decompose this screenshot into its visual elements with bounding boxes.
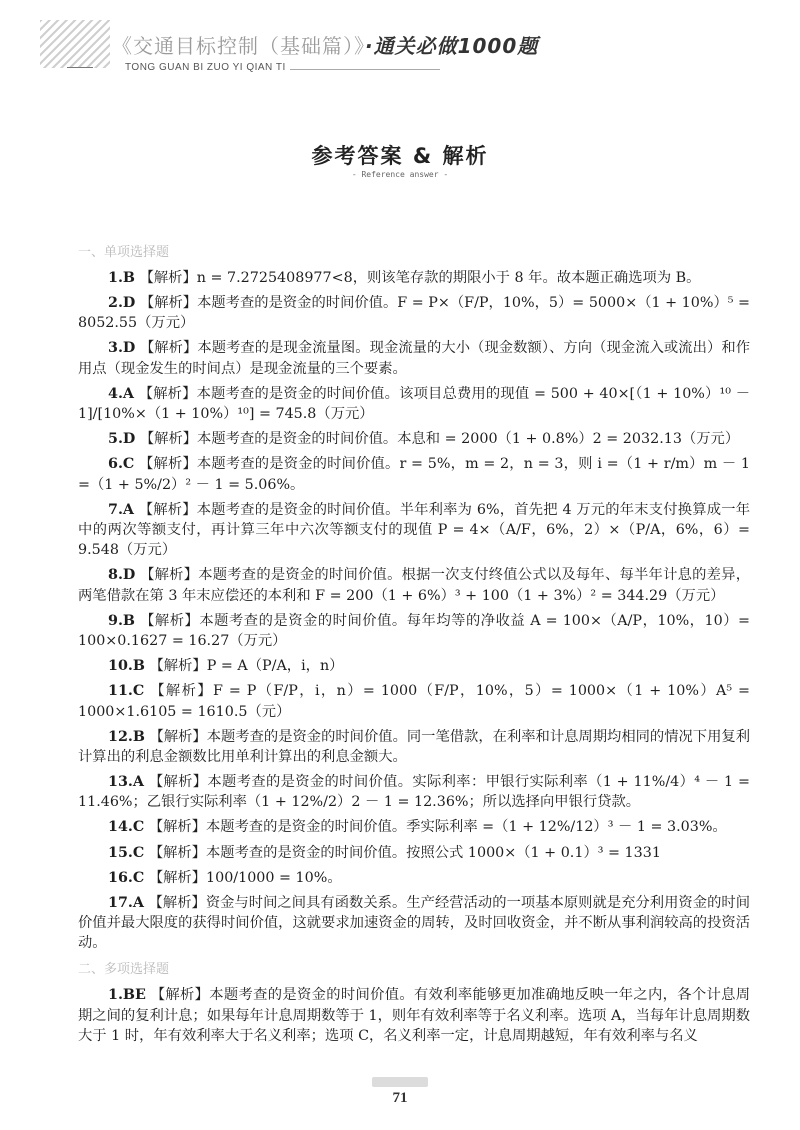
answer-label: 1.BE xyxy=(108,987,146,1004)
answer-label: 11.C xyxy=(108,683,145,700)
answer-label: 6.C xyxy=(108,456,135,473)
answer-item xyxy=(78,817,750,837)
answer-item xyxy=(78,454,750,495)
answer-text: 【解析】本题考查的是资金的时间价值。半年利率为 6%，首先把 4 万元的年末支付换算成一年中的两次等额支付，再计算三年中六次等额支付的现值 P = 4×（A/F，6%，2）×（P/A，6%，6）= 9.548（万元） xyxy=(78,501,750,559)
single-choice-list xyxy=(78,268,750,954)
answer-text: 【解析】本题考查的是资金的时间价值。有效利率能够更加准确地反映一年之内，各个计息周期之间的复利计息；如果每年计息周期数等于 1，则年有效利率等于名义利率。选项 A，当每年计息周期数大于 1 时，年有效利率大于名义利率；选项 C，名义利率一定，计息周期越短，年有效利率与名义 xyxy=(78,987,750,1045)
page-number: 71 xyxy=(392,1090,408,1106)
book-pinyin: TONG GUAN BI ZUO YI QIAN TI xyxy=(95,62,286,73)
answer-text: 【解析】本题考查的是资金的时间价值。本息和 = 2000（1 + 0.8%）2 = 2032.13（万元） xyxy=(139,431,740,448)
answer-text: 【解析】本题考查的是资金的时间价值。该项目总费用的现值 = 500 + 40×[（1 + 10%）¹⁰ － 1]/[10%×（1 + 10%）¹⁰] = 745.8（万元） xyxy=(78,385,750,423)
answer-text: 【解析】100/1000 = 10%。 xyxy=(148,869,342,886)
multiple-choice-list xyxy=(78,985,750,1046)
answer-text: 【解析】本题考查的是资金的时间价值。按照公式 1000×（1 + 0.1）³ = 1331 xyxy=(148,844,661,861)
answer-label: 9.B xyxy=(108,612,136,629)
page-title: 参考答案 & 解析 xyxy=(311,144,489,168)
section-heading-multiple: 二、多项选择题 xyxy=(78,962,170,978)
answer-label: 12.B xyxy=(108,728,145,745)
answer-label: 4.A xyxy=(108,385,135,402)
answer-label: 14.C xyxy=(108,819,145,836)
answer-label: 10.B xyxy=(108,658,145,675)
answer-label: 1.B xyxy=(108,270,136,286)
answer-label: 3.D xyxy=(108,340,136,357)
answer-item xyxy=(78,338,750,379)
answer-item xyxy=(78,656,750,676)
answer-text: 【解析】F = P（F/P，i，n）= 1000（F/P，10%，5）= 1000×（1 + 10%）A⁵ = 1000×1.6105 = 1610.5（元） xyxy=(78,683,751,720)
answer-text: 【解析】本题考查的是资金的时间价值。季实际利率 =（1 + 12%/12）³ － 1 = 3.03%。 xyxy=(148,819,727,836)
answer-item xyxy=(78,268,750,288)
answer-item xyxy=(78,565,750,606)
answer-item xyxy=(78,868,750,888)
header-decoration xyxy=(40,20,110,68)
answer-label: 8.D xyxy=(108,567,136,584)
answer-label: 17.A xyxy=(108,894,144,911)
book-title-main: 《交通目标控制（基础篇）》 xyxy=(112,34,365,58)
answer-item xyxy=(78,985,750,1046)
answer-item xyxy=(78,500,750,561)
answer-label: 15.C xyxy=(108,844,145,861)
answer-text: 【解析】P = A（P/A，i，n） xyxy=(149,658,344,675)
answer-text: 【解析】本题考查的是资金的时间价值。每年均等的净收益 A = 100×（A/P，10%，10）= 100×0.1627 = 16.27（万元） xyxy=(78,612,750,650)
answer-text: 【解析】本题考查的是资金的时间价值。实际利率：甲银行实际利率（1 + 11%/4）⁴ － 1 = 11.46%；乙银行实际利率（1 + 12%/2）2 － 1 = 12.36%；所以选择向甲银行贷款。 xyxy=(78,774,750,811)
answer-text: 【解析】资金与时间之间具有函数关系。生产经营活动的一项基本原则就是充分利用资金的时间价值并最大限度的获得时间价值，这就要求加速资金的周转，及时回收资金，并不断从事利润较高的投资活动。 xyxy=(78,894,751,952)
answer-item xyxy=(78,384,750,425)
answer-item xyxy=(78,681,750,722)
answer-item xyxy=(78,893,750,954)
answer-label: 2.D xyxy=(108,295,136,312)
book-title xyxy=(112,30,538,59)
answer-item xyxy=(78,293,750,334)
answer-item xyxy=(78,727,750,768)
answer-label: 7.A xyxy=(108,501,135,518)
answer-item xyxy=(78,772,750,813)
answer-label: 5.D xyxy=(108,431,136,448)
answer-text: 【解析】n = 7.2725408977<8，则该笔存款的期限小于 8 年。故本题正确选项为 B。 xyxy=(139,270,701,286)
page-subtitle: - Reference answer - xyxy=(351,170,449,179)
answer-text: 【解析】本题考查的是资金的时间价值。r = 5%，m = 2，n = 3，则 i =（1 + r/m）m － 1 =（1 + 5%/2）² － 1 = 5.06%。 xyxy=(78,456,750,493)
answer-item xyxy=(78,843,750,863)
answer-label: 13.A xyxy=(108,774,144,791)
section-heading-single: 一、单项选择题 xyxy=(78,245,170,260)
answer-text: 【解析】本题考查的是资金的时间价值。根据一次支付终值公式以及每年、每半年计息的差异，两笔借款在第 3 年末应偿还的本利和 F = 200（1 + 6%）³ + 100（1 + 3%）² = 344.29（万元） xyxy=(78,567,750,604)
header-rule xyxy=(290,69,440,70)
answer-text: 【解析】本题考查的是现金流量图。现金流量的大小（现金数额）、方向（现金流入或流出）和作用点（现金发生的时间点）是现金流量的三个要素。 xyxy=(78,340,750,377)
answer-item xyxy=(78,611,750,652)
book-series: ·通关必做1000题 xyxy=(365,34,539,58)
answer-label: 16.C xyxy=(108,869,145,886)
answer-text: 【解析】本题考查的是资金的时间价值。同一笔借款，在利率和计息周期均相同的情况下用复利计算出的利息金额数比用单利计算出的利息金额大。 xyxy=(78,728,750,765)
answer-text: 【解析】本题考查的是资金的时间价值。F = P×（F/P，10%，5）= 5000×（1 + 10%）⁵ = 8052.55（万元） xyxy=(78,295,751,332)
footer-badge xyxy=(372,1077,428,1087)
answer-item xyxy=(78,429,750,449)
answer-list xyxy=(78,268,750,1051)
